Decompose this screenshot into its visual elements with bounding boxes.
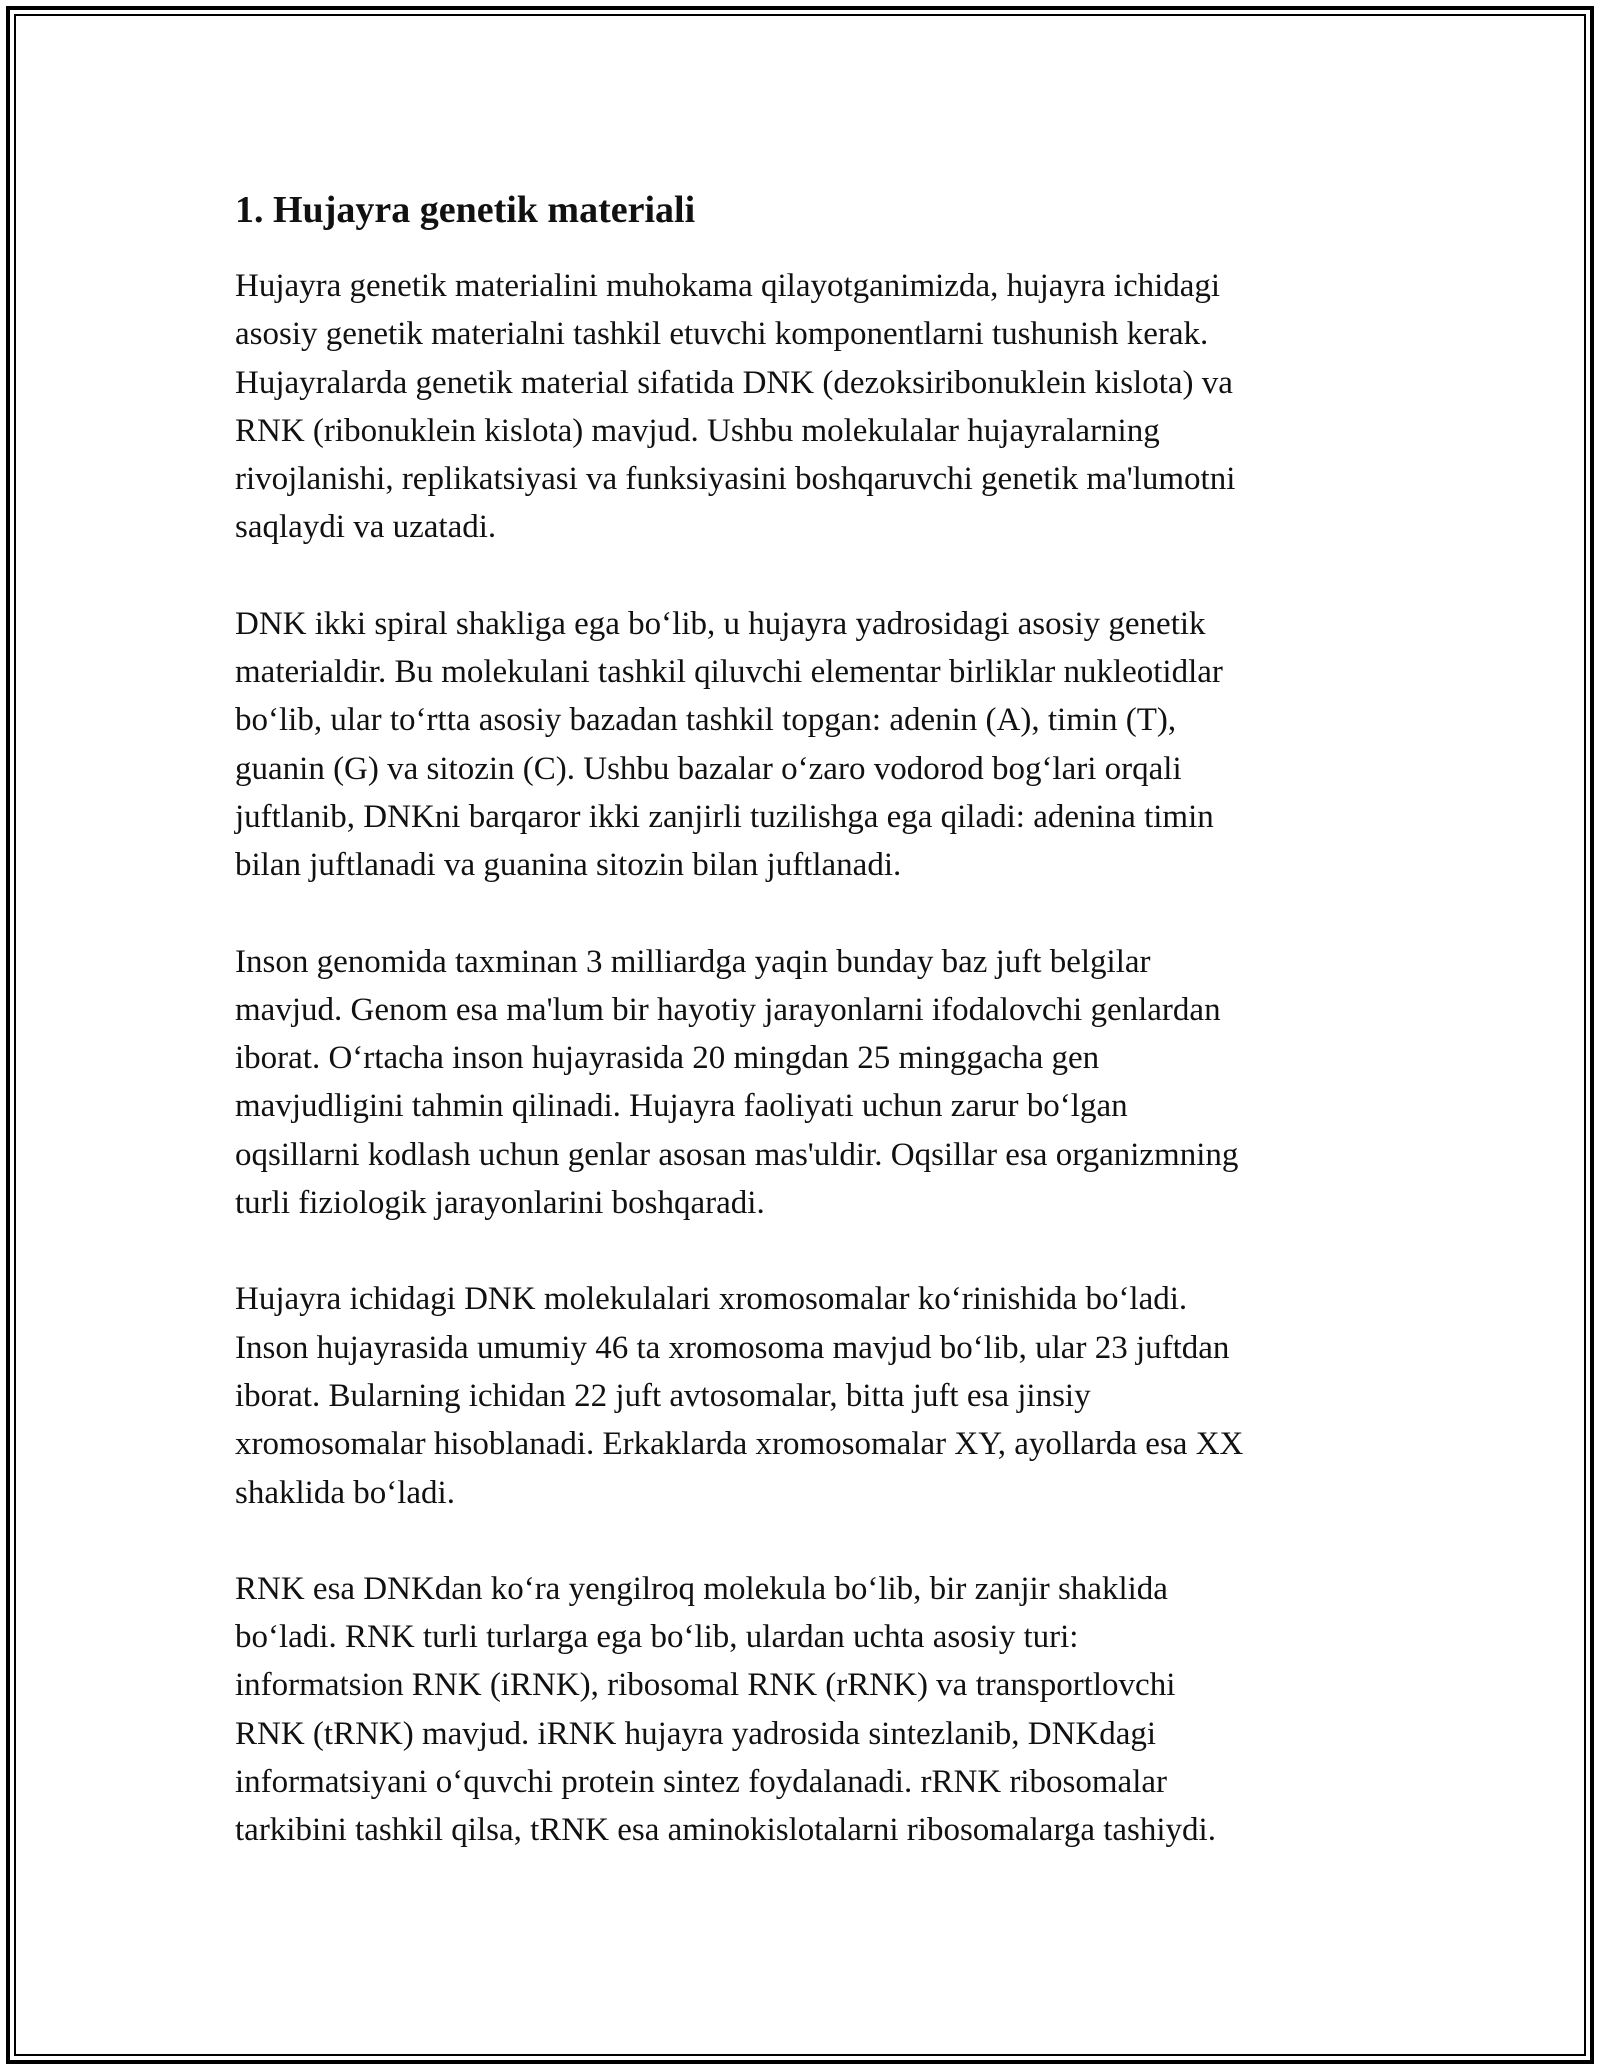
- paragraph-human-genome: Inson genomida taxminan 3 milliardga yaqin bunday baz juft belgilar mavjud. Genom esa ma'lum bir hayotiy jarayonlarni ifodalovchi genlardan iborat. Oʻrtacha inson hujayrasida 20 mingdan 25 minggacha gen mavjudligini tahmin qilinadi. Hujayra faoliyati uchun zarur boʻlgan oqsillarni kodlash uchun genlar asosan mas'uldir. Oqsillar esa organizmning turli fiziologik jarayonlarini boshqaradi.: [235, 943, 1239, 1222]
- document-body: [235, 186, 1375, 1903]
- paragraph-dna-structure: DNK ikki spiral shakliga ega boʻlib, u hujayra yadrosidagi asosiy genetik materialdir. Bu molekulani tashkil qiluvchi elementar birliklar nukleotidlar boʻlib, ular toʻrtta asosiy bazadan tashkil topgan: adenin (A), timin (T), guanin (G) va sitozin (C). Ushbu bazalar oʻzaro vodorod bogʻlari orqali juftlanib, DNKni barqaror ikki zanjirli tuzilishga ega qiladi: adenina timin bilan juftlanadi va guanina sitozin bilan juftlanadi.: [235, 605, 1223, 884]
- paragraph-genetic-material-intro: Hujayra genetik materialini muhokama qilayotganimizda, hujayra ichidagi asosiy genetik materialni tashkil etuvchi komponentlarni tushunish kerak. Hujayralarda genetik material sifatida DNK (dezoksiribonuklein kislota) va RNK (ribonuklein kislota) mavjud. Ushbu molekulalar hujayralarning rivojlanishi, replikatsiyasi va funksiyasini boshqaruvchi genetik ma'lumotni saqlaydi va uzatadi.: [235, 268, 1236, 546]
- paragraph-rna-types: RNK esa DNKdan koʻra yengilroq molekula boʻlib, bir zanjir shaklida boʻladi. RNK turli turlarga ega boʻlib, ulardan uchta asosiy turi: informatsion RNK (iRNK), ribosomal RNK (rRNK) va transportlovchi RNK (tRNK) mavjud. iRNK hujayra yadrosida sintezlanib, DNKdagi informatsiyani oʻquvchi protein sintez foydalanadi. rRNK ribosomalar tarkibini tashkil qilsa, tRNK esa aminokislotalarni ribosomalarga tashiydi.: [235, 1570, 1216, 1849]
- section-heading: 1. Hujayra genetik materiali: [235, 189, 696, 231]
- paragraph-chromosomes: Hujayra ichidagi DNK molekulalari xromosomalar koʻrinishida boʻladi. Inson hujayrasida umumiy 46 ta xromosoma mavjud boʻlib, ular 23 juftdan iborat. Bularning ichidan 22 juft avtosomalar, bitta juft esa jinsiy xromosomalar hisoblanadi. Erkaklarda xromosomalar XY, ayollarda esa XX shaklida boʻladi.: [235, 1281, 1244, 1511]
